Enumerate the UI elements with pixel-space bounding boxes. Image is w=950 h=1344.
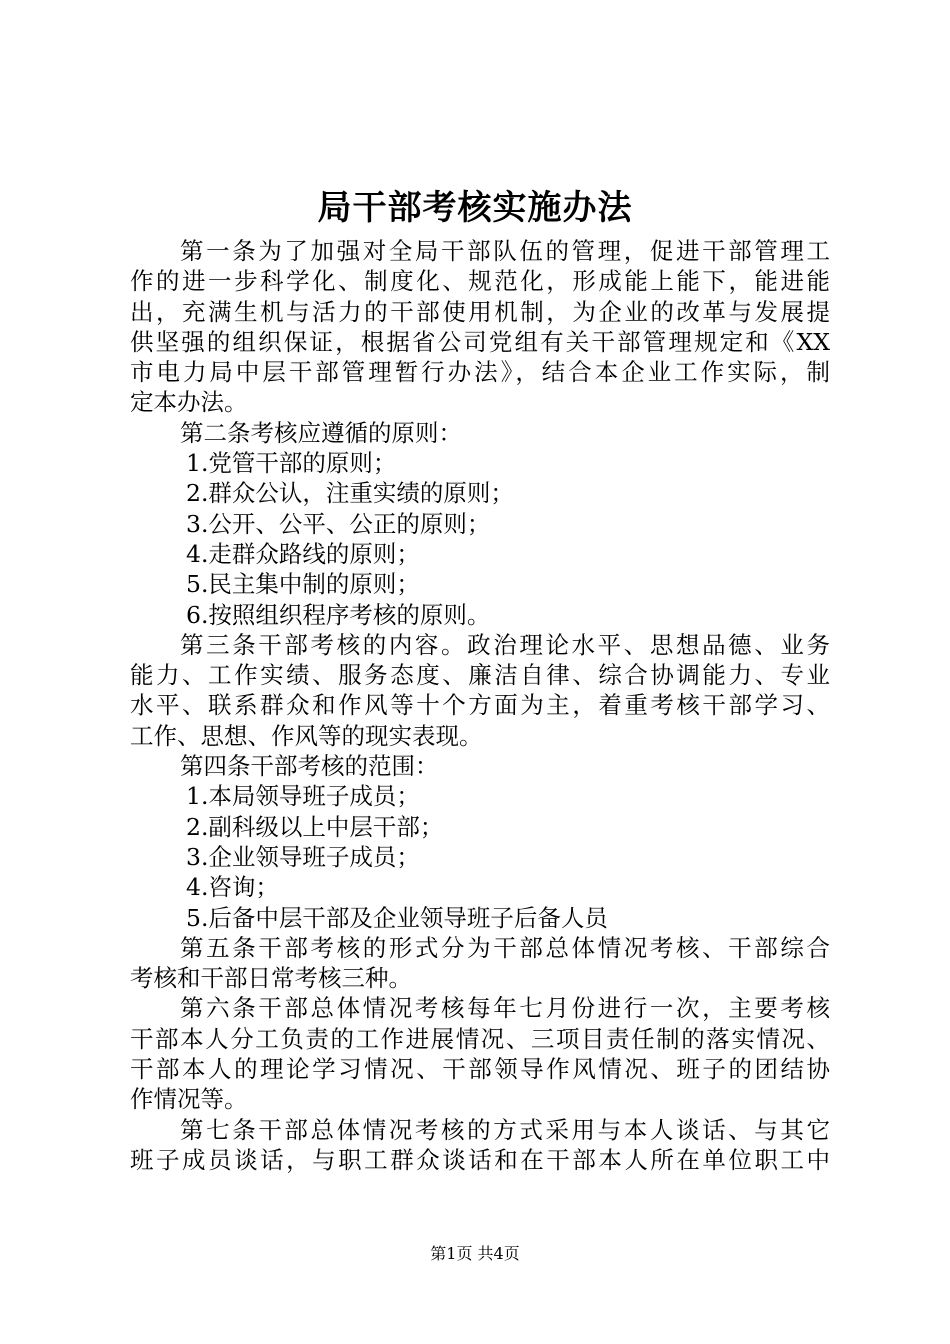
document-body <box>130 236 830 1175</box>
paragraph-line: 作情况等。 <box>130 1085 248 1114</box>
paragraph-line: 干部本人分工负责的工作进展情况、三项目责任制的落实情况、 <box>130 1024 830 1053</box>
list-item: 2.群众公认，注重实绩的原则； <box>186 479 514 508</box>
paragraph-line: 第五条干部考核的形式分为干部总体情况考核、干部综合 <box>180 933 830 962</box>
article-heading: 第四条干部考核的范围： <box>180 752 439 781</box>
document-title: 局干部考核实施办法 <box>317 188 633 228</box>
paragraph-line: 供坚强的组织保证，根据省公司党组有关干部管理规定和《XX <box>130 327 830 356</box>
paragraph-line: 市电力局中层干部管理暂行办法》，结合本企业工作实际，制 <box>130 358 830 387</box>
list-item: 1.党管干部的原则； <box>186 449 397 478</box>
paragraph-line: 水平、联系群众和作风等十个方面为主，着重考核干部学习、 <box>130 691 830 720</box>
paragraph-line: 作的进一步科学化、制度化、规范化，形成能上能下，能进能 <box>130 267 830 296</box>
list-item: 4.咨询； <box>186 873 279 902</box>
paragraph-line: 定本办法。 <box>130 388 248 417</box>
paragraph-line: 第一条为了加强对全局干部队伍的管理，促进干部管理工 <box>180 237 830 265</box>
paragraph-line: 考核和干部日常考核三种。 <box>130 964 412 993</box>
list-item: 2.副科级以上中层干部； <box>186 812 444 841</box>
paragraph-line: 第三条干部考核的内容。政治理论水平、思想品德、业务 <box>180 630 830 659</box>
list-item: 4.走群众路线的原则； <box>186 539 420 568</box>
list-item: 5.后备中层干部及企业领导班子后备人员 <box>186 903 608 932</box>
paragraph-line: 工作、思想、作风等的现实表现。 <box>130 721 483 750</box>
paragraph-line: 第七条干部总体情况考核的方式采用与本人谈话、与其它 <box>180 1115 830 1144</box>
article-heading: 第二条考核应遵循的原则： <box>180 418 462 447</box>
list-item: 3.公开、公平、公正的原则； <box>186 509 491 538</box>
list-item: 3.企业领导班子成员； <box>186 842 420 871</box>
paragraph-line: 班子成员谈话，与职工群众谈话和在干部本人所在单位职工中 <box>130 1145 830 1174</box>
list-item: 5.民主集中制的原则； <box>186 570 420 599</box>
list-item: 6.按照组织程序考核的原则。 <box>186 600 491 629</box>
paragraph-line: 第六条干部总体情况考核每年七月份进行一次，主要考核 <box>180 994 830 1023</box>
page-number-footer: 第1页 共4页 <box>430 1244 520 1263</box>
paragraph-line: 出，充满生机与活力的干部使用机制，为企业的改革与发展提 <box>130 297 830 326</box>
paragraph-line: 能力、工作实绩、服务态度、廉洁自律、综合协调能力、专业 <box>130 661 830 690</box>
list-item: 1.本局领导班子成员； <box>186 782 420 811</box>
paragraph-line: 干部本人的理论学习情况、干部领导作风情况、班子的团结协 <box>130 1055 830 1084</box>
